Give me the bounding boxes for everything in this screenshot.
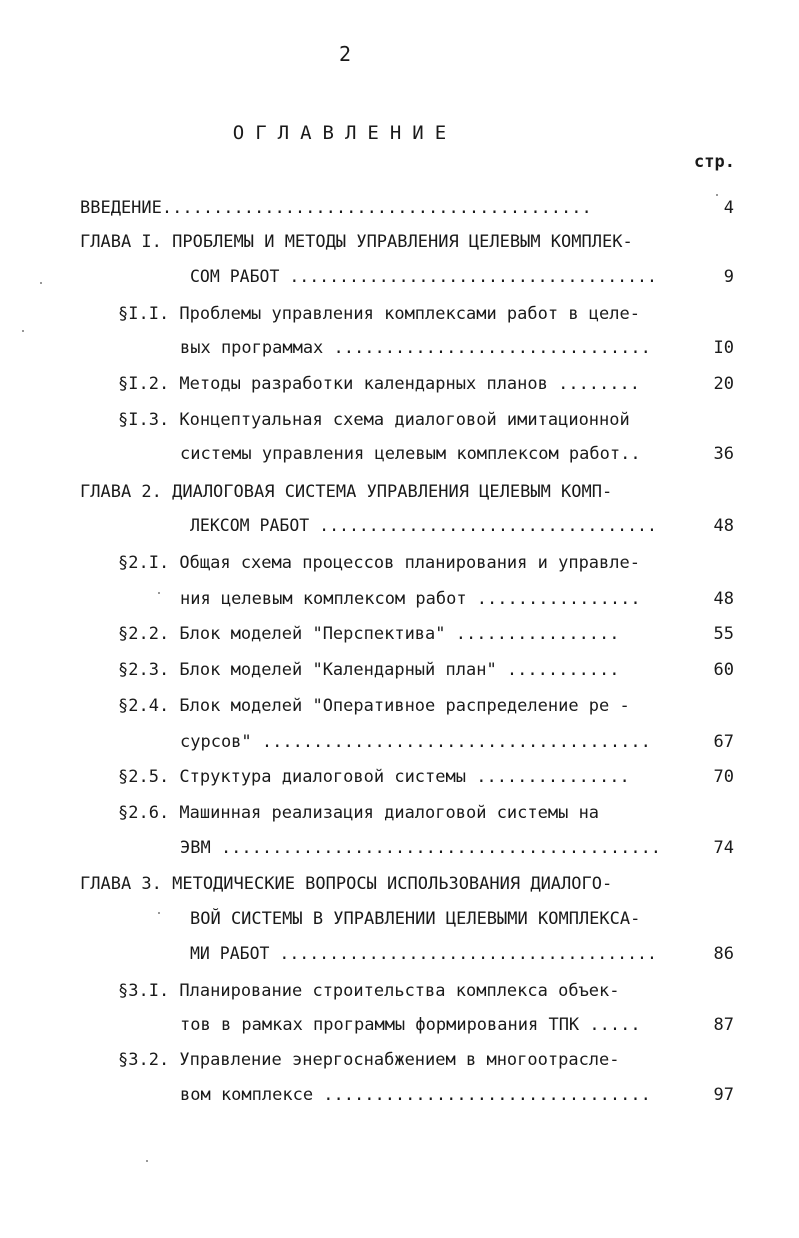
- toc-section-2-1-line-2: ния целевым комплексом работ ................: [180, 589, 641, 609]
- toc-section-3-1-page: 87: [713, 1015, 734, 1035]
- toc-section-2-6-line-2: ЭВМ ...........................................: [180, 838, 662, 858]
- scan-speck: [158, 592, 160, 594]
- toc-chapter-3-page: 86: [713, 944, 734, 964]
- toc-section-2-6-page: 74: [713, 838, 734, 858]
- toc-section-2-3-page: 60: [713, 660, 734, 680]
- toc-section-3-2-line-1: §3.2. Управление энергоснабжением в многоотрасле-: [118, 1050, 620, 1070]
- toc-chapter-2-page: 48: [713, 516, 734, 536]
- toc-chapter-1-page: 9: [723, 267, 734, 287]
- toc-section-2-4-page: 67: [713, 732, 734, 752]
- toc-section-2-1-page: 48: [713, 589, 734, 609]
- toc-section-2-1-line-1: §2.I. Общая схема процессов планирования и управле-: [118, 553, 640, 573]
- scan-speck: [146, 1160, 148, 1162]
- toc-section-2-5-page: 70: [713, 767, 734, 787]
- toc-entry-intro-page: 4: [723, 198, 734, 218]
- toc-chapter-3-line-2: ВОЙ СИСТЕМЫ В УПРАВЛЕНИИ ЦЕЛЕВЫМИ КОМПЛЕКСА-: [190, 909, 641, 929]
- toc-section-2-2-line: §2.2. Блок моделей "Перспектива" ................: [118, 624, 620, 644]
- toc-chapter-3-line-3: МИ РАБОТ ......................................: [190, 944, 657, 963]
- toc-chapter-2-line-2: ЛЕКСОМ РАБОТ ..................................: [190, 516, 657, 535]
- toc-section-1-1-page: I0: [713, 338, 734, 358]
- toc-section-3-1-line-1: §3.I. Планирование строительства комплекса объек-: [118, 981, 620, 1001]
- toc-section-2-4-line-1: §2.4. Блок моделей "Оперативное распределение ре -: [118, 696, 630, 716]
- toc-chapter-3-line-1: ГЛАВА 3. МЕТОДИЧЕСКИЕ ВОПРОСЫ ИСПОЛЬЗОВАНИЯ ДИАЛОГО-: [80, 874, 613, 894]
- toc-section-2-4-line-2: сурсов" ......................................: [180, 732, 651, 752]
- toc-chapter-1-line-2: СОМ РАБОТ .....................................: [190, 267, 657, 286]
- page-number: 2: [338, 42, 352, 66]
- scan-speck: [40, 282, 42, 284]
- toc-section-2-6-line-1: §2.6. Машинная реализация диалоговой системы на: [118, 803, 600, 823]
- toc-section-1-1-line-2: вых программах ...............................: [180, 338, 651, 358]
- toc-section-3-2-page: 97: [713, 1085, 734, 1105]
- scan-speck: [716, 194, 718, 196]
- toc-section-1-3-line-2: системы управления целевым комплексом работ..: [180, 444, 641, 464]
- scan-speck: [22, 330, 24, 332]
- toc-title: ОГЛАВЛЕНИЕ: [232, 122, 458, 144]
- toc-entry-intro-line: ВВЕДЕНИЕ..........................................: [80, 198, 592, 218]
- page-column-label: стр.: [694, 152, 735, 172]
- toc-section-1-2-page: 20: [713, 374, 734, 394]
- toc-section-1-3-page: 36: [713, 444, 734, 464]
- toc-chapter-1-line-1: ГЛАВА I. ПРОБЛЕМЫ И МЕТОДЫ УПРАВЛЕНИЯ ЦЕЛЕВЫМ КОМПЛЕК-: [80, 232, 633, 252]
- toc-section-3-2-line-2: вом комплексе ................................: [180, 1085, 651, 1105]
- toc-section-2-2-page: 55: [713, 624, 734, 644]
- toc-chapter-2-line-1: ГЛАВА 2. ДИАЛОГОВАЯ СИСТЕМА УПРАВЛЕНИЯ ЦЕЛЕВЫМ КОМП-: [80, 482, 613, 502]
- toc-section-1-1-line-1: §I.I. Проблемы управления комплексами работ в целе-: [118, 304, 640, 324]
- toc-section-1-3-line-1: §I.3. Концептуальная схема диалоговой имитационной: [118, 410, 630, 430]
- toc-section-3-1-line-2: тов в рамках программы формирования ТПК .....: [180, 1015, 641, 1035]
- toc-section-2-5-line: §2.5. Структура диалоговой системы ...............: [118, 767, 630, 787]
- toc-section-1-2-line: §I.2. Методы разработки календарных планов ........: [118, 374, 640, 394]
- scan-speck: [158, 912, 160, 914]
- toc-section-2-3-line: §2.3. Блок моделей "Календарный план" ...........: [118, 660, 620, 680]
